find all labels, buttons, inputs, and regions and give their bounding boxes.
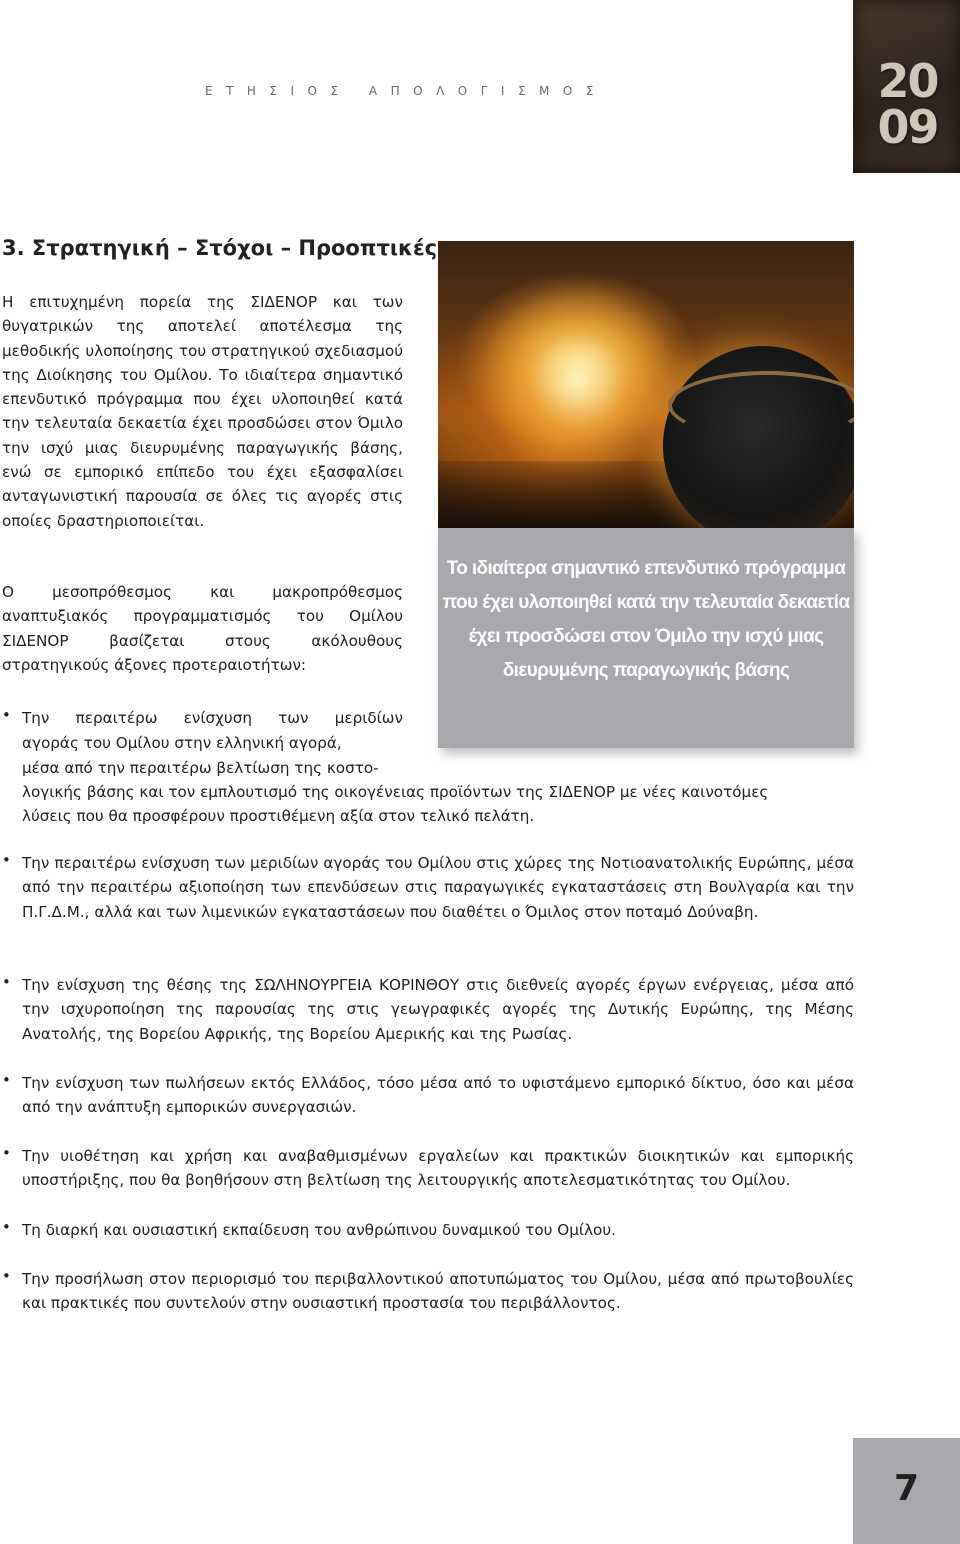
bullet-marker: • — [2, 1144, 11, 1162]
bullet-marker: • — [2, 1267, 11, 1285]
ladle-rim — [668, 371, 854, 439]
year-bottom: 09 — [877, 100, 938, 154]
pull-quote-box — [438, 528, 854, 748]
list-item: Την περαιτέρω ενίσχυση των μεριδίων αγοράς του Ομίλου στις χώρες της Νοτιοανατολικής Ευρώπης, μέσα από την περαιτέρω αξιοποίηση των επενδύσεων στις παραγωγικές εγκαταστάσεις στη Βουλγαρία και την Π.Γ.Δ.Μ., αλλά και των λιμενικών εγκαταστάσεων που διαθέτει ο Όμιλος στον ποταμό Δούναβη. — [22, 854, 854, 921]
bullet1-line: αγοράς του Ομίλου στην ελληνική αγορά, — [22, 734, 342, 752]
section-heading: 3. Στρατηγική – Στόχοι – Προοπτικές — [2, 236, 438, 260]
list-item: Την ενίσχυση των πωλήσεων εκτός Ελλάδος, τόσο μέσα από το υφιστάμενο εμπορικό δίκτυο, όσο και μέσα από την ανάπτυξη εμπορικών συνεργασιών. — [22, 1074, 854, 1117]
page-number: 7 — [893, 1468, 920, 1509]
year-top: 20 — [877, 54, 938, 108]
strategy-paragraph: Ο μεσοπρόθεσμος και μακροπρόθεσμος αναπτυξιακός προγραμματισμός του Ομίλου ΣΙΔΕΝΟΡ βασίζεται στους ακόλουθους στρατηγικούς άξονες προτεραιοτήτων: — [2, 583, 403, 674]
list-item: Τη διαρκή και ουσιαστική εκπαίδευση του ανθρώπινου δυναμικού του Ομίλου. — [22, 1221, 616, 1239]
bullet1-line: λογικής βάσης και τον εμπλουτισμό της οικογένειας προϊόντων της ΣΙΔΕΝΟΡ με νέες καινοτόμες — [22, 783, 769, 801]
list-item: Την ενίσχυση της θέσης της ΣΩΛΗΝΟΥΡΓΕΙΑ ΚΟΡΙΝΘΟΥ στις διεθνείς αγορές έργων ενέργειας, μέσα από την ισχυροποίηση της παρουσίας της στις γεωγραφικές αγορές της Δυτικής Ευρώπης, της Μέσης Ανατολής, της Βορείου Αφρικής, της Βορείου Αμερικής και της Ρωσίας. — [22, 976, 854, 1043]
year-badge — [853, 0, 960, 173]
steel-furnace-photo — [438, 241, 854, 528]
pull-quote-text: Το ιδιαίτερα σημαντικό επενδυτικό πρόγραμμα που έχει υλοποιηθεί κατά την τελευταία δεκαετία έχει προσδώσει στον Όμιλο την ισχύ μιας διευρυμένης παραγωγικής βάσης — [442, 558, 850, 681]
intro-paragraph: Η επιτυχημένη πορεία της ΣΙΔΕΝΟΡ και των θυγατρικών της αποτελεί αποτέλεσμα της μεθοδικής υλοποίησης του στρατηγικού σχεδιασμού της Διοίκησης του Ομίλου. Το ιδιαίτερα σημαντικό επενδυτικό πρόγραμμα που έχει υλοποιηθεί κατά την τελευταία δεκαετία έχει προσδώσει στον Όμιλο την ισχύ μιας διευρυμένης παραγωγικής βάσης, ενώ σε εμπορικό επίπεδο του έχει εξασφαλίσει ανταγωνιστική παρουσία σε όλες τις αγορές στις οποίες δραστηριοποιείται. — [2, 293, 403, 530]
bullet-marker: • — [2, 973, 11, 991]
page-number-box — [853, 1438, 960, 1544]
bullet1-line: λύσεις που θα προσφέρουν προστιθέμενη αξία στον τελικό πελάτη. — [22, 807, 535, 825]
report-title: ΕΤΗΣΙΟΣ ΑΠΟΛΟΓΙΣΜΟΣ — [205, 84, 607, 98]
list-item: Την προσήλωση στον περιορισμό του περιβαλλοντικού αποτυπώματος του Ομίλου, μέσα από πρωτοβουλίες και πρακτικές που συντελούν στην ουσιαστική προστασία του περιβάλλοντος. — [22, 1270, 854, 1313]
bullet-marker: • — [2, 1071, 11, 1089]
list-item: Την υιοθέτηση και χρήση και αναβαθμισμένων εργαλείων και πρακτικών διοικητικών και εμπορικής υποστήριξης, που θα βοηθήσουν στη βελτίωση της λειτουργικής αποτελεσματικότητας του Ομίλου. — [22, 1147, 854, 1190]
molten-glow — [478, 281, 678, 481]
bullet1-line: μέσα από την περαιτέρω βελτίωση της κοστο- — [22, 759, 379, 777]
bullet-marker: • — [2, 851, 11, 869]
bullet-marker: • — [2, 706, 11, 724]
photo-floor — [438, 461, 698, 528]
bullet1-line: Την περαιτέρω ενίσχυση των μεριδίων — [22, 709, 403, 727]
bullet-marker: • — [2, 1218, 11, 1236]
